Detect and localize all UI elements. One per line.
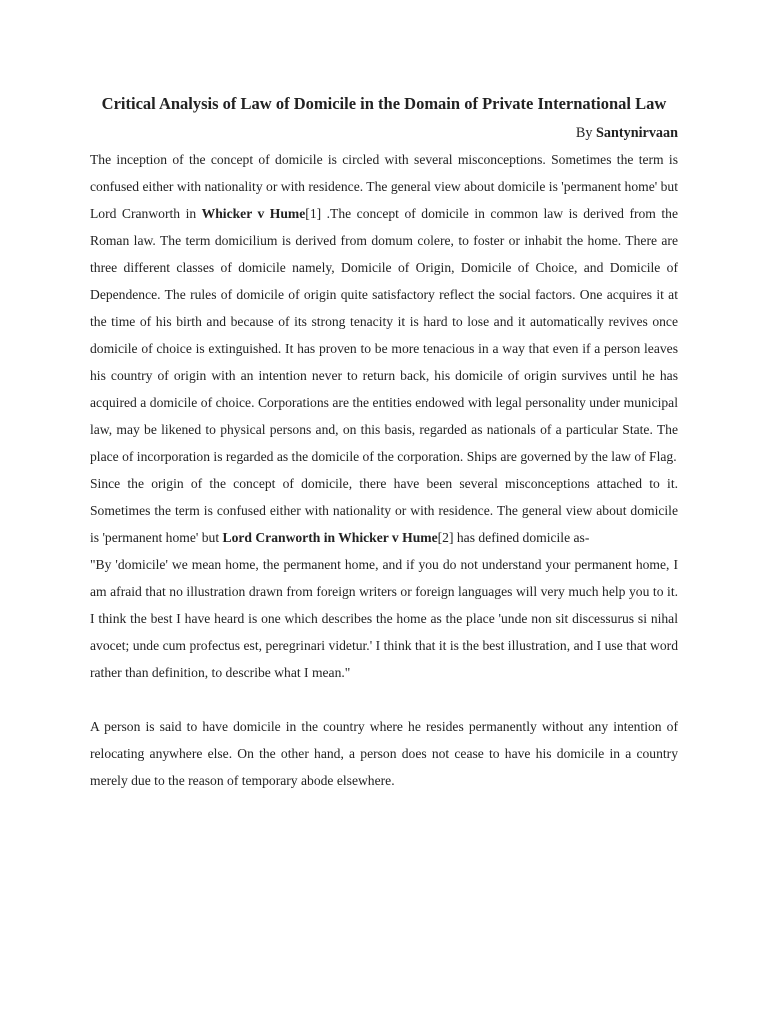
paragraph-origin-part2: [2] has defined domicile as- [437,530,590,545]
paragraph-residence: A person is said to have domicile in the country where he resides permanently without any intention of relocating anywhere else. On the other hand, a person does not cease to have his domicile in a country merely due to the reason of temporary abode elsewhere. [90,719,678,788]
author-name: Santynirvaan [596,125,678,141]
paragraph-spacer [90,686,678,713]
paragraph-intro-part2: [1] .The concept of domicile in common law is derived from the Roman law. The term domicilium is derived from domum colere, to foster or inhabit the home. There are three different classes of domicile namely, Domicile of Origin, Domicile of Choice, and Domicile of Dependence. The rules of domicile of origin quite satisfactory reflect the social factors. One acquires it at the time of his birth and because of its strong tenacity it is hard to lose and it automatically revives once domicile of choice is extinguished. It has proven to be more tenacious in a way that even if a person leaves his country of origin with an intention never to return back, his domicile of origin survives until he has acquired a domicile of choice. Corporations are the entities endowed with legal personality under municipal law, may be likened to physical persons and, on this basis, regarded as nationals of a particular State. The place of incorporation is regarded as the domicile of the corporation. Ships are governed by the law of Flag. [90,206,678,464]
byline-prefix: By [575,125,596,141]
quotation: "By 'domicile' we mean home, the permanent home, and if you do not understand your permanent home, I am afraid that no illustration drawn from foreign writers or foreign languages will very much help you to it. I think the best I have heard is one which describes the home as the place 'unde non sit discessurus si nihal avocet; unde cum profectus est, peregrinari videtur.' I think that it is the best illustration, and I use that word rather than definition, to describe what I mean." [90,557,678,680]
document-title: Critical Analysis of Law of Domicile in the Domain of Private International Law [101,94,667,113]
paragraph-intro-part1: The inception of the concept of domicile is circled with several misconceptions. Sometimes the term is confused either with nationality or with residence. The general view about domicile is 'permanent home' but Lord Cranworth in [90,152,678,221]
case-citation-2: Lord Cranworth in Whicker v Hume [222,530,438,545]
paragraph-origin-part1: Since the origin of the concept of domicile, there have been several misconceptions attached to it. Sometimes the term is confused either with nationality or with residence. The general view about domicile is 'permanent home' but [90,476,678,545]
document-page [90,88,678,794]
paragraph-intro [90,146,678,470]
byline [90,120,678,146]
case-citation-1: Whicker v Hume [201,206,306,221]
paragraph-origin [90,470,678,551]
